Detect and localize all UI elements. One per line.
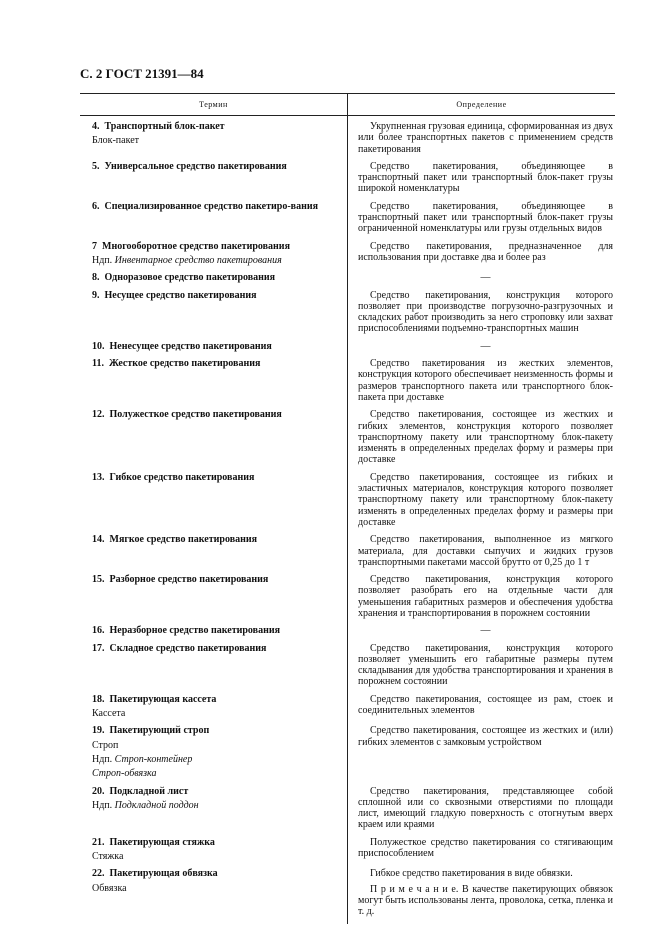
table-row <box>80 358 615 409</box>
term-cell <box>80 161 348 201</box>
definition-text: Гибкое средство пакетирования в виде обвязки. <box>370 868 573 880</box>
term-number: 15. <box>92 574 105 586</box>
definition-text: — <box>480 625 491 637</box>
term-number: 6. <box>92 200 100 212</box>
term-main <box>80 272 345 283</box>
ndp-term: Строп-контейнер <box>114 753 193 765</box>
term-name: Мягкое средство пакетирования <box>109 534 258 546</box>
terms-table <box>80 93 615 924</box>
definition-text: Средство пакетирования, состоящее из гибких и эластичных материалов, конструкция которого позволяет транспортному пакету или транспортному блок-пакету изменять в определенных пределах форму и размеры при доставке <box>358 471 613 528</box>
term-ndp <box>80 255 345 266</box>
definition-cell <box>348 534 616 574</box>
term-number: 13. <box>92 471 105 483</box>
definition-cell <box>348 868 616 923</box>
term-name: Подкладной лист <box>109 785 189 797</box>
table-row <box>80 625 615 642</box>
term-name: Пакетирующая стяжка <box>109 836 215 848</box>
term-main <box>80 625 345 636</box>
term-cell <box>80 201 348 241</box>
term-name: Одноразовое средство пакетирования <box>104 272 276 284</box>
term-number: 4. <box>92 121 100 132</box>
term-main <box>80 290 345 301</box>
term-number: 18. <box>92 693 105 705</box>
term-main <box>80 725 345 736</box>
term-name: Разборное средство пакетирования <box>109 574 269 586</box>
term-number: 21. <box>92 836 105 848</box>
definition-cell <box>348 625 616 642</box>
term-cell <box>80 358 348 409</box>
table-row <box>80 241 615 273</box>
term-cell <box>80 116 348 161</box>
table-row <box>80 201 615 241</box>
term-main <box>80 121 345 132</box>
ndp-label: Ндп. <box>92 799 113 811</box>
definition-cell <box>348 201 616 241</box>
term-cell <box>80 837 348 869</box>
table-row <box>80 161 615 201</box>
definition-text: Средство пакетирования, представляющее собой сплошной или со сквозными отверстиями по площади лист, имеющий гладкую поверхность с отогнутым вверх краем или краями <box>358 785 613 831</box>
term-main <box>80 201 345 212</box>
term-number: 11. <box>92 358 104 370</box>
definition-text: Средство пакетирования, конструкция которого позволяет при производстве погрузочно-разгрузочных и складских работ производить за него строповку или захват приспособлениями подъемно-транспортных машин <box>358 289 613 335</box>
term-cell <box>80 290 348 341</box>
definition-text: Средство пакетирования, состоящее из жестких и (или) гибких элементов с замковым устройством <box>358 725 613 748</box>
definition-cell <box>348 472 616 534</box>
term-cell <box>80 409 348 471</box>
term-cell <box>80 725 348 785</box>
term-name: Пакетирующий строп <box>109 725 210 737</box>
definition-text: Средство пакетирования, конструкция которого позволяет уменьшить его габаритные размеры путем складывания для удобства транспортирования и хранения в порожнем состоянии <box>358 642 613 688</box>
term-number: 17. <box>92 642 105 654</box>
ndp-label: Ндп. <box>92 254 113 266</box>
table-row <box>80 534 615 574</box>
term-main <box>80 643 345 654</box>
term-main <box>80 161 345 172</box>
definition-text: Средство пакетирования, предназначенное для использования при доставке два и более раз <box>358 240 613 263</box>
table-row <box>80 272 615 289</box>
term-ndp <box>80 754 345 765</box>
ndp-term: Подкладной поддон <box>114 799 199 811</box>
term-name: Гибкое средство пакетирования <box>109 471 255 483</box>
table-row <box>80 786 615 837</box>
table-row <box>80 837 615 869</box>
term-synonym: Строп <box>92 739 119 751</box>
definition-text: — <box>480 340 491 352</box>
term-cell <box>80 643 348 694</box>
term-main <box>80 786 345 797</box>
term-number: 20. <box>92 785 105 797</box>
table-row <box>80 643 615 694</box>
definition-text: Укрупненная грузовая единица, сформированная из двух или более транспортных пакетов с применением средств пакетирования <box>358 121 613 155</box>
term-name: Пакетирующая кассета <box>109 693 217 705</box>
term-main <box>80 472 345 483</box>
table-header-row <box>80 94 615 116</box>
definition-text: — <box>480 272 491 284</box>
term-main <box>80 241 345 252</box>
table-row <box>80 409 615 471</box>
definition-cell <box>348 161 616 201</box>
term-cell <box>80 272 348 289</box>
term-name: Жесткое средство пакетирования <box>108 358 261 370</box>
term-cell <box>80 472 348 534</box>
term-name: Пакетирующая обвязка <box>109 868 218 880</box>
definition-text: Средство пакетирования, объединяющее в транспортный пакет или транспортный блок-пакет грузы широкой номенклатуры <box>358 160 613 195</box>
definition-cell <box>348 341 616 358</box>
term-cell <box>80 241 348 273</box>
table-row <box>80 694 615 726</box>
term-number: 14. <box>92 534 105 546</box>
term-name: Многооборотное средство пакетирования <box>102 240 290 252</box>
definition-cell <box>348 272 616 289</box>
definition-cell <box>348 786 616 837</box>
definition-text: Средство пакетирования, выполненное из мягкого материала, для доставки сыпучих и жидких грузов транспортными пакетами массой брутто от 0,25 до 1 т <box>358 534 613 568</box>
term-name: Ненесущее средство пакетирования <box>109 340 272 352</box>
term-synonym: Блок-пакет <box>92 135 139 147</box>
term-cell <box>80 694 348 726</box>
term-main <box>80 694 345 705</box>
term-number: 7 <box>92 240 97 252</box>
definition-cell <box>348 694 616 726</box>
term-number: 8. <box>92 272 100 284</box>
term-main <box>80 574 345 585</box>
term-synonym: Кассета <box>92 708 126 720</box>
definition-cell <box>348 241 616 273</box>
definition-cell <box>348 409 616 471</box>
term-cell <box>80 868 348 923</box>
ndp-extra-term: Строп-обвязка <box>92 768 157 780</box>
term-cell <box>80 574 348 625</box>
term-name: Транспортный блок-пакет <box>104 121 225 132</box>
table-row <box>80 341 615 358</box>
definition-cell <box>348 574 616 625</box>
term-name: Складное средство пакетирования <box>109 642 267 654</box>
term-number: 10. <box>92 340 105 352</box>
term-synonym: Стяжка <box>92 851 124 863</box>
definition-cell <box>348 358 616 409</box>
term-number: 16. <box>92 625 105 637</box>
term-main <box>80 534 345 545</box>
term-ndp <box>80 800 345 811</box>
term-number: 9. <box>92 289 100 301</box>
definition-cell <box>348 643 616 694</box>
term-name: Универсальное средство пакетирования <box>104 160 287 172</box>
term-number: 19. <box>92 725 105 737</box>
column-header-definition: Определение <box>348 94 616 116</box>
term-cell <box>80 341 348 358</box>
table-row <box>80 725 615 785</box>
definition-cell <box>348 116 616 161</box>
ndp-label: Ндп. <box>92 753 113 765</box>
definition-text: Средство пакетирования, состоящее из жестких и гибких элементов, конструкция которого позволяет транспортному пакету или транспортному блок-пакету изменять в определенных пределах форму и размеры при доставке <box>358 409 613 466</box>
definition-text: Полужесткое средство пакетирования со стягивающим приспособлением <box>358 836 613 860</box>
term-number: 22. <box>92 868 105 880</box>
term-main <box>80 358 345 369</box>
term-name: Полужесткое средство пакетирования <box>109 409 282 421</box>
definition-text: Средство пакетирования из жестких элементов, конструкция которого обеспечивает неизменность формы и размеров транспортного пакета или транспортного блок-пакета при доставке <box>358 358 613 403</box>
table-row <box>80 290 615 341</box>
term-cell <box>80 534 348 574</box>
term-cell <box>80 786 348 837</box>
page-header: С. 2 ГОСТ 21391—84 <box>80 66 204 81</box>
term-cell <box>80 625 348 642</box>
term-name: Неразборное средство пакетирования <box>109 625 281 637</box>
term-main <box>80 837 345 848</box>
definition-text: Средство пакетирования, объединяющее в транспортный пакет или транспортный блок-пакет грузы ограниченной номенклатуры или грузы отдельных видов <box>358 200 613 235</box>
definition-cell <box>348 290 616 341</box>
term-main <box>80 868 345 879</box>
ndp-term: Инвентарное средство пакетирования <box>114 254 282 266</box>
table-row <box>80 868 615 923</box>
definition-cell <box>348 725 616 785</box>
term-synonym: Обвязка <box>92 882 127 894</box>
column-header-term: Термин <box>80 94 348 116</box>
table-row <box>80 472 615 534</box>
term-main <box>80 341 345 352</box>
definition-cell <box>348 837 616 869</box>
term-main <box>80 409 345 420</box>
term-number: 12. <box>92 409 105 421</box>
definition-note: П р и м е ч а н и е. В качестве пакетирующих обвязок могут быть использованы лента, проволока, сетка, пленка и т. д. <box>358 883 613 918</box>
definition-text: Средство пакетирования, конструкция которого позволяет разобрать его на отдельные части для уменьшения габаритных размеров и обеспечения удобства хранения и транспортирования в порожнем состоянии <box>358 574 613 619</box>
table-row <box>80 116 615 161</box>
term-name: Несущее средство пакетирования <box>104 289 257 301</box>
definition-text: Средство пакетирования, состоящее из рам, стоек и соединительных элементов <box>358 693 613 717</box>
table-row <box>80 574 615 625</box>
term-name: Специализированное средство пакетиро-вания <box>104 200 319 212</box>
term-number: 5. <box>92 160 100 172</box>
